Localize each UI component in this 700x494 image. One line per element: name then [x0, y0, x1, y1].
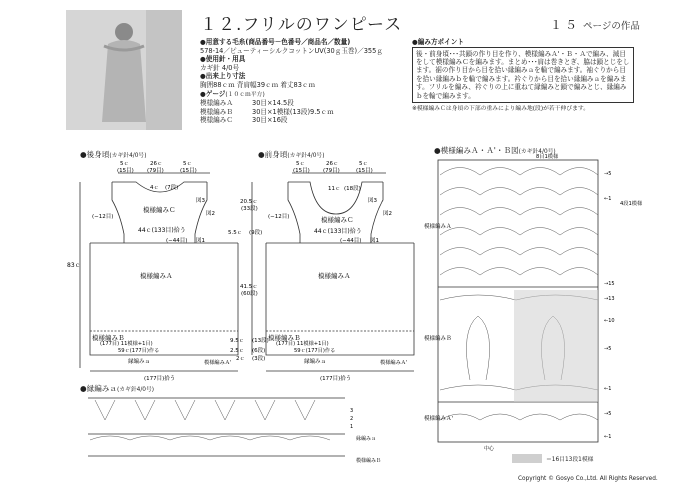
back-fig2: 図2 [206, 211, 215, 217]
back-top-sts: (79目) [147, 168, 164, 174]
front-chain: 59ｃ(177目)作る [294, 348, 336, 354]
front-top-dim: 5ｃ [359, 161, 368, 167]
dim-h1-rows: (33段) [241, 206, 258, 212]
dim-h3: 41.5ｃ [240, 284, 258, 290]
dim-h4: 9.5ｃ [230, 338, 245, 344]
edging-row-label: 1 [350, 424, 354, 430]
gauge-row-name: 模様編みＢ [200, 107, 233, 116]
dim-h4-rows: (13段) [252, 338, 269, 344]
back-pattern-a: 模様編みＡ [140, 272, 173, 280]
chart-needle: (カギ針4/0号) [518, 149, 556, 155]
chart-rep-label: 4段1模様 [620, 201, 643, 207]
front-top-sts: (15目) [293, 168, 310, 174]
back-top-dim: 5ｃ [120, 161, 129, 167]
back-edge-a: 縁編みａ [128, 359, 151, 365]
dim-h6-rows: (3段) [252, 356, 266, 362]
edging-needle: (カギ針4/0号) [117, 387, 155, 393]
front-fig3: 図3 [368, 198, 377, 204]
back-top-dim: 5ｃ [183, 161, 192, 167]
chart-right-num: ←1 [604, 434, 612, 440]
gauge-row-value: 30目×14.5段 [252, 99, 294, 108]
tools-heading: ●使用針・用具 [200, 55, 246, 64]
front-fig1: 図1 [370, 238, 379, 244]
materials-heading: ●用意する毛糸(商品番号－色番号／商品名／数量) [200, 38, 351, 46]
points-note: ※模様編みＣは身頃の下部の重みにより編み地(段)が若干伸びます。 [412, 106, 590, 113]
chart-left-b: 模様編みＢ [424, 336, 452, 342]
legend-swatch [512, 454, 542, 463]
gauge-row-value: 30目×1模様(13段)9.5ｃｍ [252, 107, 334, 116]
chart-heading-text: ●模様編みＡ・Ａ'・Ｂ図 [434, 146, 519, 155]
back-pattern-b: 模様編みＢ [92, 334, 125, 342]
back-needle: (カギ針4/0号) [109, 153, 147, 159]
chart-left-a: 模様編みＡ [424, 224, 452, 230]
front-heading-text: ●前身頃 [258, 150, 288, 159]
front-pattern-b: 模様編みＢ [268, 334, 301, 342]
back-chain: 59ｃ(177目)作る [118, 348, 160, 354]
chart-right-num: →5 [604, 411, 612, 417]
back-pattern-a2: 模様編みＡ' [204, 360, 232, 366]
front-yoke-width: 44ｃ(133目)拾う [314, 228, 362, 235]
dim-h1: 20.5ｃ [240, 199, 258, 205]
back-neck-rows: (7段) [165, 185, 179, 191]
dim-h6: 2ｃ [236, 356, 245, 362]
dim-h2-rows: (9段) [249, 230, 263, 236]
tools-value: カギ針 4/0号 [200, 63, 240, 72]
gauge-heading-text: ●ゲージ [200, 89, 226, 98]
edging-side-label: 縁編みａ [356, 436, 377, 442]
edging-row-label: 2 [350, 416, 354, 422]
back-bottom-sts: (177目) 11模様+1目) [100, 341, 153, 347]
points-heading: ●編み方ポイント [412, 38, 464, 46]
front-pattern-a: 模様編みＡ [318, 272, 351, 280]
legend-text: ＝16目13段1模様 [546, 457, 594, 463]
materials-value: 578-14／ピューティーシルクコットンUV(30ｇ玉巻)／355ｇ [200, 46, 383, 55]
front-top-sts: (15目) [356, 168, 373, 174]
back-top-sts: (15目) [180, 168, 197, 174]
dim-h3-rows: (60段) [241, 291, 258, 297]
chart-repeat-shading [514, 290, 598, 402]
chart-right-num: →13 [604, 296, 615, 302]
front-bottom-sts: (177目) 11模様+1目) [276, 341, 329, 347]
back-fig1: 図1 [196, 238, 205, 244]
chart-top-label: 8目1模様 [536, 154, 559, 160]
size-value: 胸囲88ｃｍ 背肩幅39ｃｍ 着丈83ｃｍ [200, 80, 316, 89]
chart-right-num: ←1 [604, 196, 612, 202]
back-fig3: 図3 [196, 198, 205, 204]
chart-right-num: ←1 [604, 386, 612, 392]
page-ref-text: ページの作品 [583, 21, 640, 32]
chart-right-num: →15 [604, 281, 615, 287]
front-top-dim: 5ｃ [296, 161, 305, 167]
front-needle: (カギ針4/0号) [287, 153, 325, 159]
back-neck-label: 4ｃ [150, 185, 159, 191]
back-pattern-c: 模様編みＣ [143, 206, 176, 214]
points-body: 後・前身頃･･･共鎖の作り目を作り、模様編みＡ'・Ｂ・Ａで編み、減目をして模様編みＣを編みます。まとめ･･･肩は巻きとぎ、脇は鎖とじをします。裾の作り目から目を拾い縁編みａを輪で編みます。袖ぐりから目を拾い縁編みｂを輪で編みます。衿ぐりから目を拾い縁編みａを編みます。フリルを編み、衿ぐりの上に重ねて縁編みと鎖で編みとじ、縁編みｂを輪で編みます。 [412, 47, 634, 103]
chart-legend [512, 454, 593, 463]
gauge-row-name: 模様編みＡ [200, 99, 233, 108]
dim-total: 83ｃ [67, 262, 81, 269]
edging-side-label-b: 模様編みＢ [356, 458, 382, 464]
edging-heading-text: ●縁編みａ [80, 384, 118, 393]
copyright: Copyright © Gosyo Co.,Ltd. All Rights Reserved. [518, 476, 658, 482]
back-bottom-pick: (177目)拾う [144, 376, 176, 382]
front-neck-rows: (18段) [344, 186, 361, 192]
back-yoke-width: 44ｃ(133目)拾う [138, 227, 186, 234]
back-top-dim: 26ｃ [150, 161, 163, 167]
dim-h5-rows: (6段) [252, 348, 266, 354]
back-minus12: (−12目) [92, 214, 114, 220]
back-heading-text: ●後身頃 [80, 150, 110, 159]
front-pattern-c: 模様編みＣ [321, 216, 354, 224]
back-top-sts: (15目) [117, 168, 134, 174]
back-minus44: (−44目) [166, 238, 188, 244]
size-heading: ●出来上り寸法 [200, 72, 246, 81]
front-top-sts: (79目) [323, 168, 340, 174]
page-title: １２.フリルのワンピース [200, 15, 403, 35]
chart-right-num: →5 [604, 346, 612, 352]
gauge-row-name: 模様編みＣ [200, 116, 233, 125]
front-pattern-a2: 模様編みＡ' [380, 360, 408, 366]
chart-center-label: 中心 [484, 446, 495, 452]
front-neck-label: 11ｃ [328, 186, 341, 192]
front-edge-a: 縁編みａ [304, 359, 327, 365]
front-minus44: (−44目) [340, 238, 362, 244]
front-minus12: (−12目) [268, 214, 290, 220]
front-top-dim: 26ｃ [326, 161, 339, 167]
chart-right-num: ←10 [604, 318, 615, 324]
chart-right-num: →5 [604, 171, 612, 177]
dim-h2: 5.5ｃ [228, 230, 243, 236]
chart-left-a2: 模様編みＡ' [424, 416, 454, 422]
page-ref-number: １５ [550, 18, 581, 32]
front-fig2: 図2 [383, 211, 392, 217]
front-bottom-pick: (177目)拾う [320, 376, 352, 382]
gauge-row-value: 30目×16段 [252, 116, 288, 125]
gauge-heading-small: (１０ｃｍ平方) [225, 91, 265, 98]
back-neckline [112, 182, 207, 192]
dim-h5: 2.5ｃ [230, 348, 245, 354]
edging-row-label: 3 [350, 408, 354, 414]
